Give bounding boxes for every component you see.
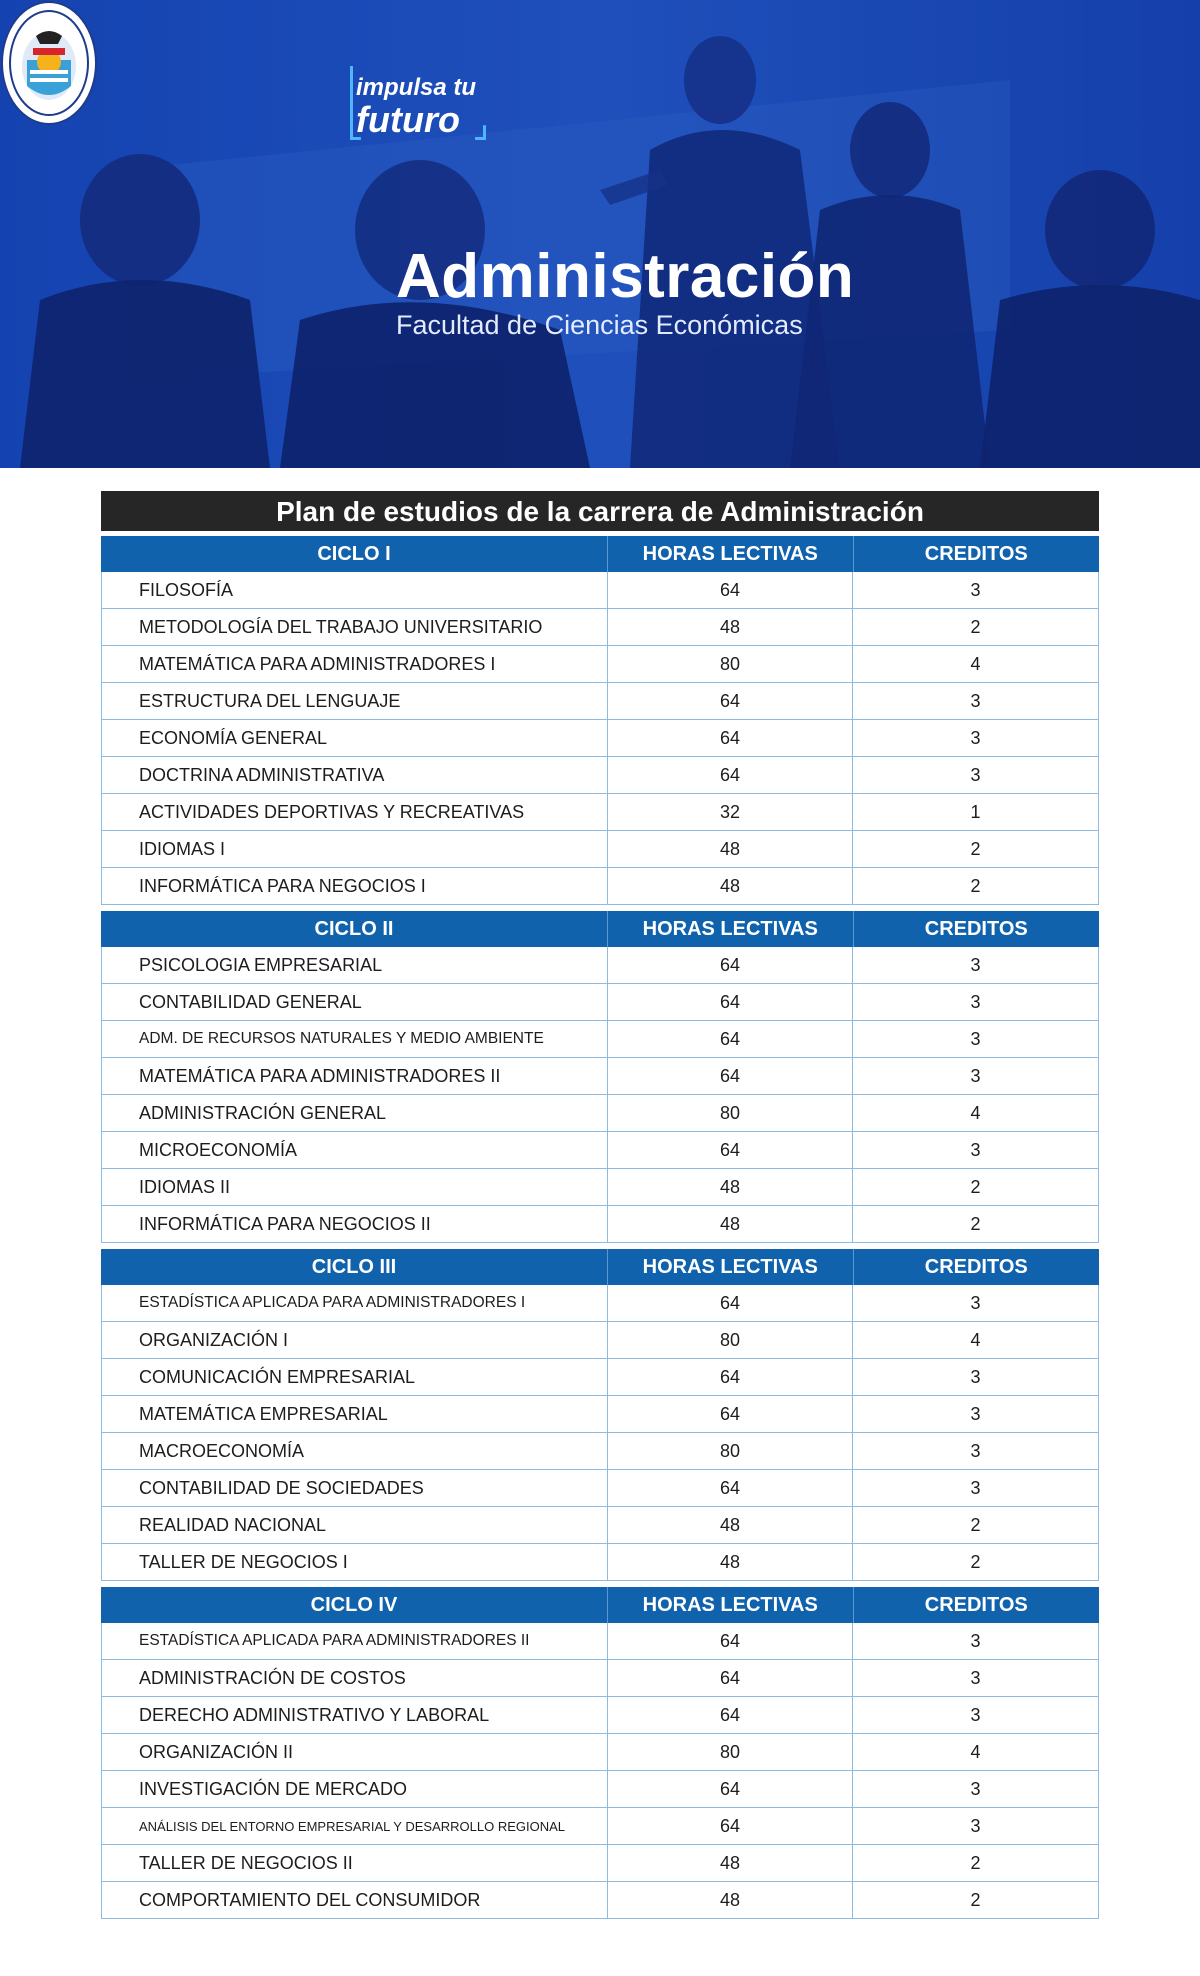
cycle-table bbox=[101, 1249, 1099, 1581]
cycle-name: CICLO II bbox=[314, 917, 394, 940]
course-row bbox=[101, 1507, 1099, 1544]
hours-column-header: HORAS LECTIVAS bbox=[607, 1249, 853, 1285]
course-name: MATEMÁTICA EMPRESARIAL bbox=[139, 1403, 388, 1424]
tagline-line-1: impulsa tu bbox=[356, 74, 477, 101]
course-name: ADMINISTRACIÓN DE COSTOS bbox=[139, 1667, 406, 1688]
cycle-header-row bbox=[101, 1249, 1099, 1285]
course-hours: 48 bbox=[607, 1507, 852, 1543]
course-credits: 4 bbox=[852, 1734, 1098, 1770]
course-hours: 64 bbox=[607, 1771, 852, 1807]
course-name: ORGANIZACIÓN I bbox=[139, 1329, 289, 1350]
course-credits: 4 bbox=[852, 1095, 1098, 1131]
course-row bbox=[101, 984, 1099, 1021]
course-row bbox=[101, 720, 1099, 757]
course-row bbox=[101, 1322, 1099, 1359]
course-row bbox=[101, 1771, 1099, 1808]
cycles-container bbox=[101, 536, 1099, 1919]
university-seal-logo bbox=[0, 0, 98, 126]
course-hours: 80 bbox=[607, 1433, 852, 1469]
course-hours: 64 bbox=[607, 572, 852, 608]
course-credits: 3 bbox=[852, 1697, 1098, 1733]
course-name: ACTIVIDADES DEPORTIVAS Y RECREATIVAS bbox=[139, 801, 525, 822]
course-hours: 80 bbox=[607, 1322, 852, 1358]
tagline-line-2: futuro bbox=[356, 99, 460, 140]
hours-column-header: HORAS LECTIVAS bbox=[607, 911, 853, 947]
cycle-table bbox=[101, 911, 1099, 1243]
cycle-name: CICLO I bbox=[317, 542, 391, 565]
course-credits: 3 bbox=[852, 1660, 1098, 1696]
course-row bbox=[101, 757, 1099, 794]
course-credits: 3 bbox=[852, 1359, 1098, 1395]
course-name: ECONOMÍA GENERAL bbox=[139, 727, 328, 748]
course-hours: 80 bbox=[607, 646, 852, 682]
course-hours: 64 bbox=[607, 1623, 852, 1659]
course-row bbox=[101, 1095, 1099, 1132]
course-row bbox=[101, 1470, 1099, 1507]
course-hours: 64 bbox=[607, 1808, 852, 1844]
course-name: CONTABILIDAD GENERAL bbox=[139, 991, 362, 1012]
course-hours: 64 bbox=[607, 1132, 852, 1168]
course-name: ORGANIZACIÓN II bbox=[139, 1741, 294, 1762]
course-hours: 48 bbox=[607, 1206, 852, 1242]
course-name: ANÁLISIS DEL ENTORNO EMPRESARIAL Y DESARROLLO REGIONAL bbox=[139, 1818, 566, 1834]
course-credits: 4 bbox=[852, 1322, 1098, 1358]
course-hours: 64 bbox=[607, 720, 852, 756]
cycle-header-row bbox=[101, 911, 1099, 947]
course-row bbox=[101, 831, 1099, 868]
course-name: ADMINISTRACIÓN GENERAL bbox=[139, 1102, 387, 1123]
course-credits: 3 bbox=[852, 1285, 1098, 1321]
course-name: MATEMÁTICA PARA ADMINISTRADORES I bbox=[139, 653, 496, 674]
course-hours: 48 bbox=[607, 1544, 852, 1580]
hours-column-header: HORAS LECTIVAS bbox=[607, 536, 853, 572]
course-row bbox=[101, 1660, 1099, 1697]
course-name: COMUNICACIÓN EMPRESARIAL bbox=[139, 1366, 416, 1387]
course-row bbox=[101, 794, 1099, 831]
course-hours: 48 bbox=[607, 831, 852, 867]
page-subtitle: Facultad de Ciencias Económicas bbox=[396, 310, 803, 340]
course-row bbox=[101, 1433, 1099, 1470]
course-hours: 64 bbox=[607, 757, 852, 793]
course-credits: 2 bbox=[852, 1845, 1098, 1881]
course-row bbox=[101, 1623, 1099, 1660]
course-name: ESTADÍSTICA APLICADA PARA ADMINISTRADORES I bbox=[139, 1294, 526, 1311]
course-credits: 2 bbox=[852, 1544, 1098, 1580]
course-name: IDIOMAS II bbox=[139, 1176, 231, 1197]
course-credits: 3 bbox=[852, 720, 1098, 756]
course-hours: 48 bbox=[607, 609, 852, 645]
course-hours: 64 bbox=[607, 947, 852, 983]
course-name: TALLER DE NEGOCIOS I bbox=[139, 1551, 348, 1572]
course-hours: 64 bbox=[607, 984, 852, 1020]
hours-column-header: HORAS LECTIVAS bbox=[607, 1587, 853, 1623]
course-row bbox=[101, 1396, 1099, 1433]
course-hours: 64 bbox=[607, 1396, 852, 1432]
course-row bbox=[101, 683, 1099, 720]
tagline bbox=[356, 76, 476, 138]
course-credits: 3 bbox=[852, 1058, 1098, 1094]
study-plan bbox=[101, 491, 1099, 1925]
course-hours: 64 bbox=[607, 1021, 852, 1057]
course-row bbox=[101, 1544, 1099, 1581]
course-row bbox=[101, 1058, 1099, 1095]
hero-banner bbox=[0, 0, 1200, 468]
course-credits: 4 bbox=[852, 646, 1098, 682]
page-title: Administración bbox=[396, 242, 855, 311]
course-credits: 2 bbox=[852, 609, 1098, 645]
course-name: METODOLOGÍA DEL TRABAJO UNIVERSITARIO bbox=[139, 616, 543, 637]
course-credits: 3 bbox=[852, 984, 1098, 1020]
course-row bbox=[101, 1132, 1099, 1169]
course-name: REALIDAD NACIONAL bbox=[139, 1514, 327, 1535]
course-hours: 48 bbox=[607, 1169, 852, 1205]
course-row bbox=[101, 1021, 1099, 1058]
course-credits: 2 bbox=[852, 831, 1098, 867]
course-hours: 64 bbox=[607, 1697, 852, 1733]
course-credits: 3 bbox=[852, 1470, 1098, 1506]
course-row bbox=[101, 1845, 1099, 1882]
course-row bbox=[101, 609, 1099, 646]
course-name: INVESTIGACIÓN DE MERCADO bbox=[139, 1778, 408, 1799]
course-row bbox=[101, 1285, 1099, 1322]
course-hours: 48 bbox=[607, 1882, 852, 1918]
course-credits: 3 bbox=[852, 1808, 1098, 1844]
course-name: COMPORTAMIENTO DEL CONSUMIDOR bbox=[139, 1889, 481, 1910]
course-hours: 80 bbox=[607, 1734, 852, 1770]
course-credits: 2 bbox=[852, 1206, 1098, 1242]
course-name: ADM. DE RECURSOS NATURALES Y MEDIO AMBIENTE bbox=[139, 1030, 544, 1047]
course-credits: 3 bbox=[852, 1623, 1098, 1659]
course-row bbox=[101, 572, 1099, 609]
course-credits: 2 bbox=[852, 1882, 1098, 1918]
hero-photo-silhouettes bbox=[0, 0, 1200, 468]
course-name: CONTABILIDAD DE SOCIEDADES bbox=[139, 1477, 424, 1498]
course-credits: 3 bbox=[852, 683, 1098, 719]
course-name: INFORMÁTICA PARA NEGOCIOS I bbox=[139, 875, 426, 896]
course-hours: 48 bbox=[607, 868, 852, 904]
course-credits: 3 bbox=[852, 572, 1098, 608]
course-row bbox=[101, 868, 1099, 905]
course-credits: 3 bbox=[852, 1132, 1098, 1168]
course-name: MICROECONOMÍA bbox=[139, 1139, 298, 1160]
course-credits: 2 bbox=[852, 868, 1098, 904]
course-credits: 2 bbox=[852, 1507, 1098, 1543]
course-hours: 48 bbox=[607, 1845, 852, 1881]
course-row bbox=[101, 1882, 1099, 1919]
cycle-name: CICLO III bbox=[311, 1255, 397, 1278]
credits-column-header: CREDITOS bbox=[853, 1249, 1100, 1285]
course-name: MACROECONOMÍA bbox=[139, 1440, 305, 1461]
course-row bbox=[101, 646, 1099, 683]
credits-column-header: CREDITOS bbox=[853, 1587, 1100, 1623]
course-name: ESTADÍSTICA APLICADA PARA ADMINISTRADORES II bbox=[139, 1632, 530, 1649]
course-row bbox=[101, 1697, 1099, 1734]
course-hours: 64 bbox=[607, 1470, 852, 1506]
cycle-table bbox=[101, 1587, 1099, 1919]
course-name: TALLER DE NEGOCIOS II bbox=[139, 1852, 353, 1873]
course-row bbox=[101, 947, 1099, 984]
course-row bbox=[101, 1359, 1099, 1396]
course-hours: 64 bbox=[607, 1359, 852, 1395]
course-hours: 64 bbox=[607, 1285, 852, 1321]
plan-title: Plan de estudios de la carrera de Administración bbox=[101, 491, 1099, 531]
course-hours: 64 bbox=[607, 683, 852, 719]
course-hours: 64 bbox=[607, 1660, 852, 1696]
credits-column-header: CREDITOS bbox=[853, 536, 1100, 572]
course-row bbox=[101, 1206, 1099, 1243]
course-name: FILOSOFÍA bbox=[139, 579, 234, 600]
course-row bbox=[101, 1734, 1099, 1771]
credits-column-header: CREDITOS bbox=[853, 911, 1100, 947]
course-hours: 80 bbox=[607, 1095, 852, 1131]
course-name: DERECHO ADMINISTRATIVO Y LABORAL bbox=[139, 1704, 490, 1725]
course-credits: 2 bbox=[852, 1169, 1098, 1205]
cycle-header-row bbox=[101, 536, 1099, 572]
course-credits: 3 bbox=[852, 1771, 1098, 1807]
course-credits: 3 bbox=[852, 1021, 1098, 1057]
course-name: PSICOLOGIA EMPRESARIAL bbox=[139, 954, 383, 975]
course-name: DOCTRINA ADMINISTRATIVA bbox=[139, 764, 385, 785]
course-hours: 32 bbox=[607, 794, 852, 830]
cycle-name: CICLO IV bbox=[310, 1593, 398, 1616]
course-row bbox=[101, 1169, 1099, 1206]
cycle-table bbox=[101, 536, 1099, 905]
course-credits: 3 bbox=[852, 1396, 1098, 1432]
course-name: IDIOMAS I bbox=[139, 838, 226, 859]
course-credits: 3 bbox=[852, 757, 1098, 793]
course-credits: 3 bbox=[852, 947, 1098, 983]
course-hours: 64 bbox=[607, 1058, 852, 1094]
course-credits: 3 bbox=[852, 1433, 1098, 1469]
course-name: ESTRUCTURA DEL LENGUAJE bbox=[139, 690, 401, 711]
course-credits: 1 bbox=[852, 794, 1098, 830]
course-name: MATEMÁTICA PARA ADMINISTRADORES II bbox=[139, 1065, 501, 1086]
course-row bbox=[101, 1808, 1099, 1845]
course-name: INFORMÁTICA PARA NEGOCIOS II bbox=[139, 1213, 431, 1234]
cycle-header-row bbox=[101, 1587, 1099, 1623]
